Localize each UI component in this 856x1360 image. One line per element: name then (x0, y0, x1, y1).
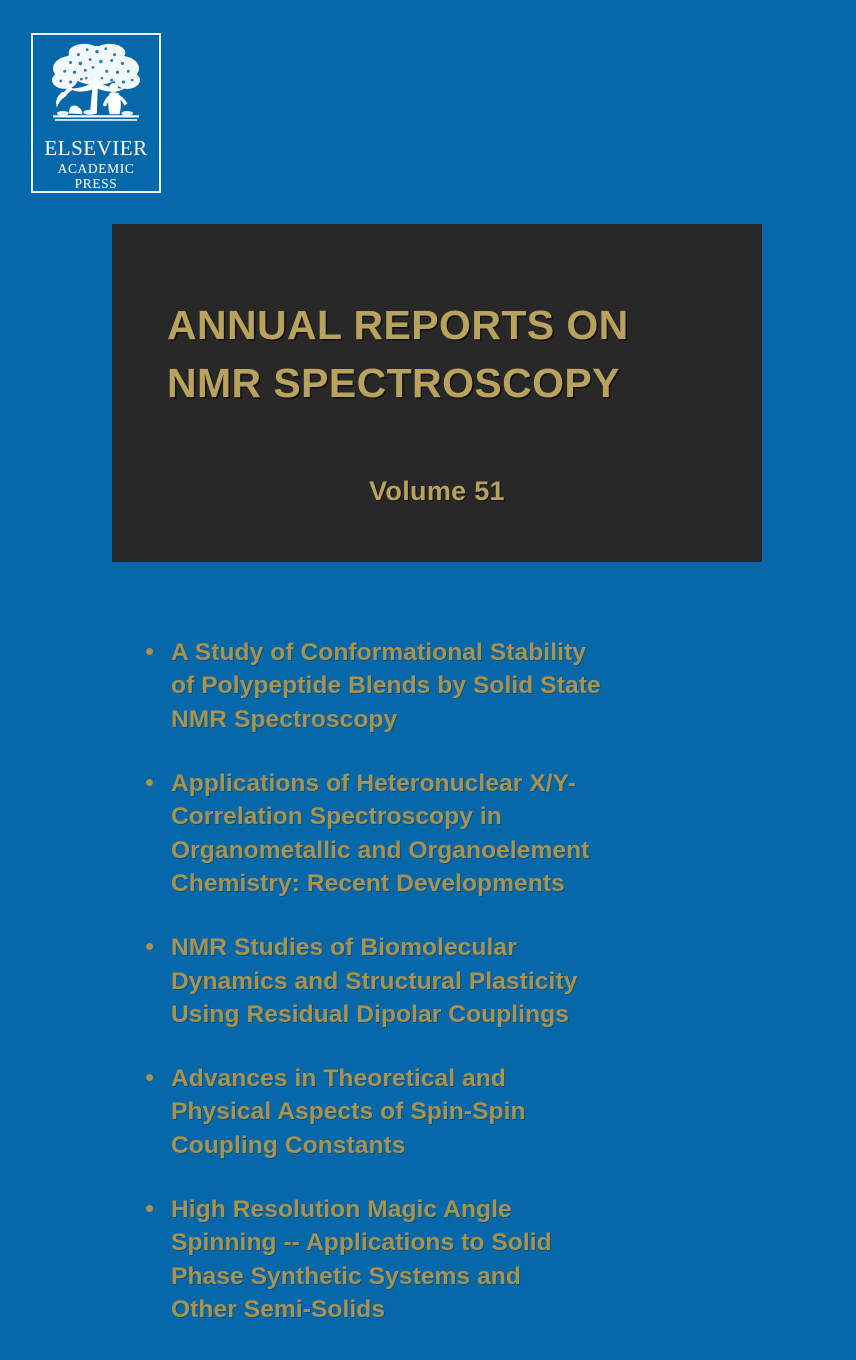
series-title (167, 296, 727, 412)
contents-item-line: Advances in Theoretical and (171, 1065, 506, 1093)
contents-item-title (171, 767, 743, 900)
contents-item (143, 1193, 743, 1326)
contents-item-title (171, 1193, 743, 1326)
contents-item-line: Using Residual Dipolar Couplings (171, 1000, 569, 1028)
volume-label: Volume 51 (369, 476, 505, 506)
publisher-logo-box (31, 33, 161, 193)
publisher-imprint (58, 161, 135, 191)
contents-item-line: Organometallic and Organoelement (171, 836, 590, 864)
contents-item-line: High Resolution Magic Angle (171, 1196, 512, 1224)
elsevier-tree-non-solus-emblem (40, 39, 152, 137)
contents-item (143, 767, 743, 900)
series-title-line-2: NMR SPECTROSCOPY (167, 360, 620, 407)
bullet-icon (146, 648, 153, 655)
bullet-icon (146, 1074, 153, 1081)
contents-item-title (171, 636, 743, 736)
contents-item (143, 636, 743, 736)
contents-item-line: Dynamics and Structural Plasticity (171, 967, 578, 995)
bullet-icon (146, 1205, 153, 1212)
contents-item-line: Chemistry: Recent Developments (171, 869, 565, 897)
contents-item-title (171, 1062, 743, 1162)
contents-item (143, 1062, 743, 1162)
contents-item-line: Phase Synthetic Systems and (171, 1262, 521, 1290)
bullet-icon (146, 779, 153, 786)
bullet-icon (146, 943, 153, 950)
contents-item-line: of Polypeptide Blends by Solid State (171, 672, 601, 700)
contents-item-line: A Study of Conformational Stability (171, 639, 587, 666)
imprint-line-1: ACADEMIC (57, 160, 135, 176)
series-title-line-1: ANNUAL REPORTS ON (167, 302, 629, 348)
contents-item-line: Other Semi-Solids (171, 1296, 386, 1323)
contents-item-line: Spinning -- Applications to Solid (171, 1229, 552, 1257)
contents-item-title (171, 931, 743, 1031)
publisher-wordmark: ELSEVIER (44, 135, 148, 160)
featured-contents-list (143, 636, 743, 1326)
contents-item-line: Physical Aspects of Spin-Spin (171, 1098, 526, 1126)
imprint-line-2: PRESS (74, 175, 118, 191)
contents-item-line: NMR Studies of Biomolecular (171, 934, 517, 962)
contents-item-line: Coupling Constants (171, 1131, 406, 1159)
contents-item-line: Applications of Heteronuclear X/Y- (171, 769, 577, 797)
contents-item-line: NMR Spectroscopy (171, 705, 398, 733)
title-panel (112, 224, 762, 562)
contents-item-line: Correlation Spectroscopy in (171, 803, 502, 831)
contents-item (143, 931, 743, 1031)
